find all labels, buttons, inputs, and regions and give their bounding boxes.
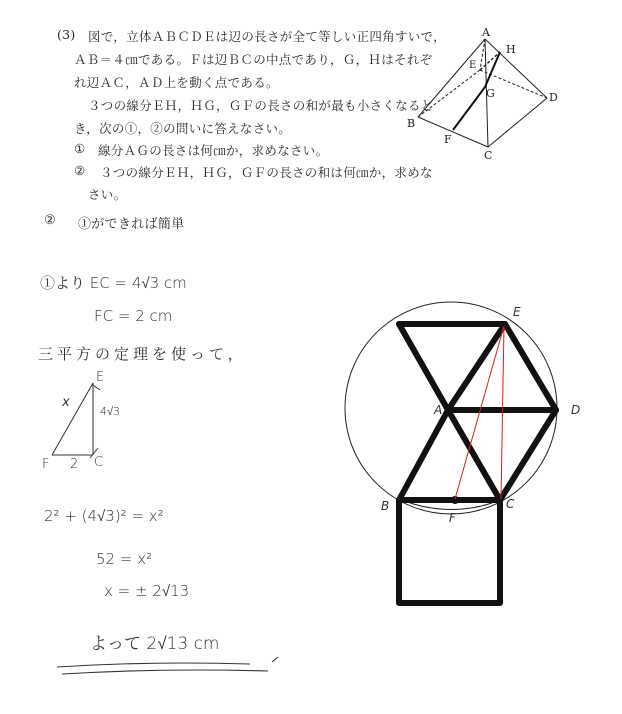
problem-line-3: れ辺ＡＣ，ＡＤ上を動く点である。 bbox=[74, 75, 279, 90]
pyramid-label-b: B bbox=[407, 117, 416, 130]
triangle-label-f: F bbox=[42, 457, 50, 472]
pyramid-label-a: A bbox=[482, 26, 490, 39]
question-2-text: ３つの線分ＥＨ，ＨＧ，ＧＦの長さの和は何㎝か，求めな bbox=[100, 165, 433, 180]
net-label-a: A bbox=[434, 403, 443, 417]
solution-ec-line: ①より EC = 4√3 cm bbox=[40, 274, 187, 292]
solution-heading-marker: ② bbox=[44, 213, 56, 228]
question-2-continuation: さい。 bbox=[88, 187, 127, 202]
pyramid-label-d: D bbox=[549, 91, 558, 104]
equation-2: 52 = x² bbox=[96, 550, 153, 568]
pyramid-label-c: C bbox=[484, 149, 493, 162]
problem-line-1: 図で，立体ＡＢＣＤＥは辺の長さが全て等しい正四角すいで， bbox=[88, 29, 446, 44]
pyramid-label-g: G bbox=[486, 87, 495, 100]
pyramid-label-f: F bbox=[444, 133, 452, 146]
equation-3: x = ± 2√13 bbox=[104, 582, 190, 600]
net-label-d: D bbox=[571, 403, 581, 417]
net-label-e: E bbox=[513, 305, 521, 319]
solution-fc-line: FC = 2 cm bbox=[94, 307, 173, 325]
pyramid-label-e: E bbox=[469, 60, 477, 71]
net-label-b: B bbox=[381, 499, 390, 513]
net-label-c: C bbox=[506, 497, 515, 511]
solution-heading-text: ①ができれば簡単 bbox=[78, 217, 185, 232]
question-1-marker: ① bbox=[74, 141, 86, 156]
question-1-text: 線分ＡＧの長さは何㎝か，求めなさい。 bbox=[98, 143, 329, 158]
pyramid-label-h: H bbox=[506, 43, 516, 56]
problem-number: (3) bbox=[57, 27, 76, 42]
triangle-label-e: E bbox=[96, 370, 105, 385]
equation-1: 2² + (4√3)² = x² bbox=[44, 507, 164, 525]
question-2-marker: ② bbox=[74, 163, 86, 178]
problem-line-2: ＡＢ＝４㎝である。Ｆは辺ＢＣの中点であり，Ｇ，Ｈはそれぞ bbox=[74, 52, 433, 67]
problem-line-4: ３つの線分ＥＨ，ＨＧ，ＧＦの長さの和が最も小さくなると bbox=[88, 98, 434, 113]
triangle-label-c: C bbox=[94, 455, 104, 470]
final-answer: よって 2√13 cm bbox=[90, 634, 220, 654]
triangle-label-4root3: 4√3 bbox=[100, 405, 121, 418]
triangle-label-2: 2 bbox=[70, 457, 79, 472]
problem-line-5: き，次の①，②の問いに答えなさい。 bbox=[74, 121, 292, 136]
net-label-f: F bbox=[449, 511, 456, 525]
solution-theorem-line: 三平方の定理を使って， bbox=[38, 345, 247, 363]
triangle-label-x: x bbox=[62, 395, 70, 410]
